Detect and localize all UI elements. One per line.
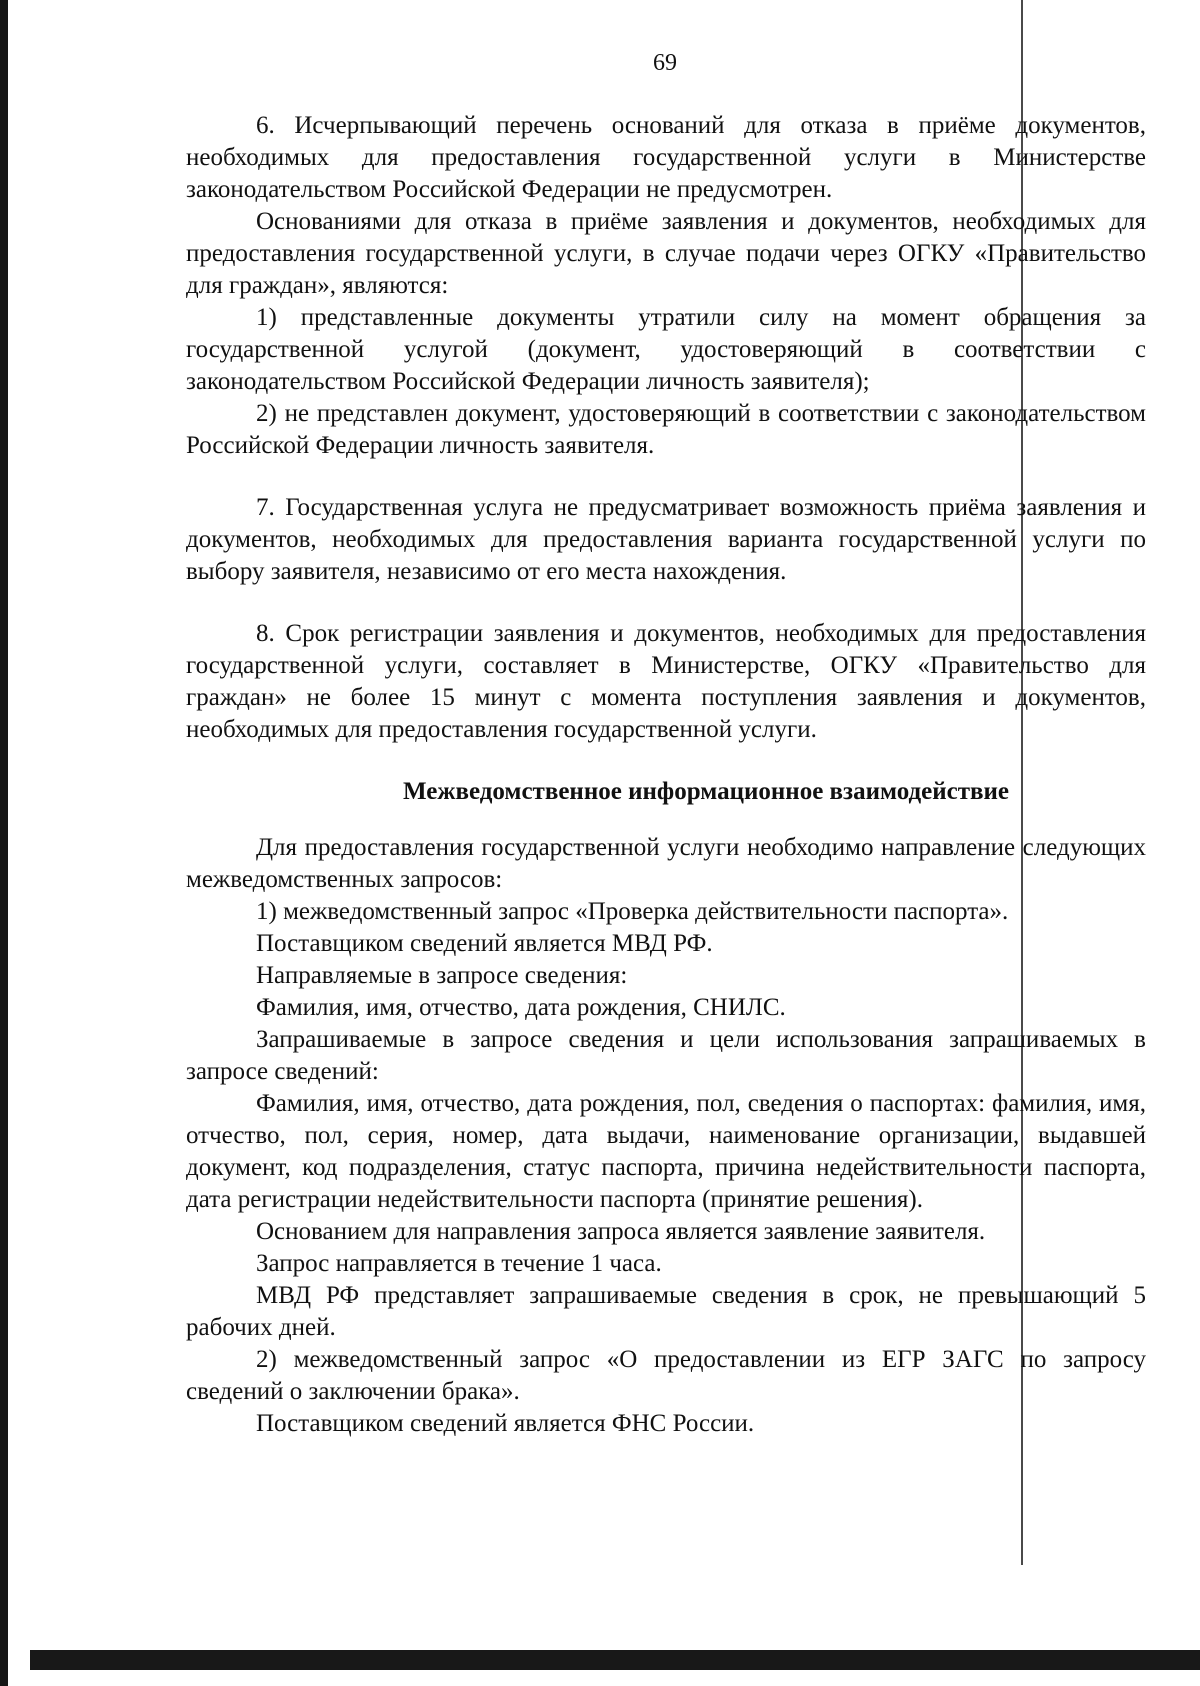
section-8-paragraph: 8. Срок регистрации заявления и документов, необходимых для предоставления государственной услуги, составляет в Министерстве, ОГКУ «Правительство для граждан» не более 15 минут с момента поступления заявления и документов, необходимых для предоставления государственной услуги. (186, 620, 1146, 743)
section-heading: Межведомственное информационное взаимодействие (403, 778, 1009, 805)
spacer (186, 588, 1146, 618)
spacer (186, 462, 1146, 492)
section-6-paragraph: 6. Исчерпывающий перечень оснований для отказа в приёме документов, необходимых для предоставления государственной услуги в Министерстве законодательством Российской Федерации не предусмотрен. (186, 112, 1146, 203)
request-1-response: МВД РФ представляет запрашиваемые сведения в срок, не превышающий 5 рабочих дней. (186, 1282, 1146, 1341)
spacer (186, 746, 1146, 776)
interagency-intro: Для предоставления государственной услуги необходимо направление следующих межведомственных запросов: (186, 834, 1146, 893)
refusal-ground-2: 2) не представлен документ, удостоверяющий в соответствии с законодательством Российской Федерации личность заявителя. (186, 400, 1146, 459)
section-7-paragraph: 7. Государственная услуга не предусматривает возможность приёма заявления и документов, необходимых для предоставления варианта государственной услуги по выбору заявителя, независимо от его места нахождения. (186, 494, 1146, 585)
page-number: 69 (653, 50, 677, 76)
request-1-supplier: Поставщиком сведений является МВД РФ. (256, 930, 713, 957)
scan-bottom-edge (30, 1650, 1200, 1670)
request-1-requested-values: Фамилия, имя, отчество, дата рождения, пол, сведения о паспортах: фамилия, имя, отчество, пол, серия, номер, дата выдачи, наименование организации, выдавшей документ, код подразделения, статус паспорта, причина недействительности паспорта, дата регистрации недействительности паспорта (принятие решения). (186, 1090, 1146, 1213)
refusal-ground-1: 1) представленные документы утратили силу на момент обращения за государственной услугой (документ, удостоверяющий в соответствии с законодательством Российской Федерации личность заявителя); (186, 304, 1146, 395)
request-1-timing: Запрос направляется в течение 1 часа. (256, 1250, 662, 1277)
request-2-title: 2) межведомственный запрос «О предоставлении из ЕГР ЗАГС по запросу сведений о заключении брака». (186, 1346, 1146, 1405)
spacer (186, 808, 1146, 832)
request-1-title: 1) межведомственный запрос «Проверка действительности паспорта». (256, 898, 1009, 925)
request-1-sent-values: Фамилия, имя, отчество, дата рождения, СНИЛС. (256, 994, 786, 1021)
request-1-sent-label: Направляемые в запросе сведения: (256, 962, 628, 989)
refusal-grounds-intro: Основаниями для отказа в приёме заявления и документов, необходимых для предоставления государственной услуги, в случае подачи через ОГКУ «Правительство для граждан», являются: (186, 208, 1146, 299)
request-2-supplier: Поставщиком сведений является ФНС России. (256, 1410, 755, 1437)
request-1-basis: Основанием для направления запроса является заявление заявителя. (256, 1218, 986, 1245)
request-1-requested-label: Запрашиваемые в запросе сведения и цели использования запрашиваемых в запросе сведений: (186, 1026, 1146, 1085)
document-body (186, 110, 1146, 1440)
scan-left-edge (0, 0, 8, 1686)
